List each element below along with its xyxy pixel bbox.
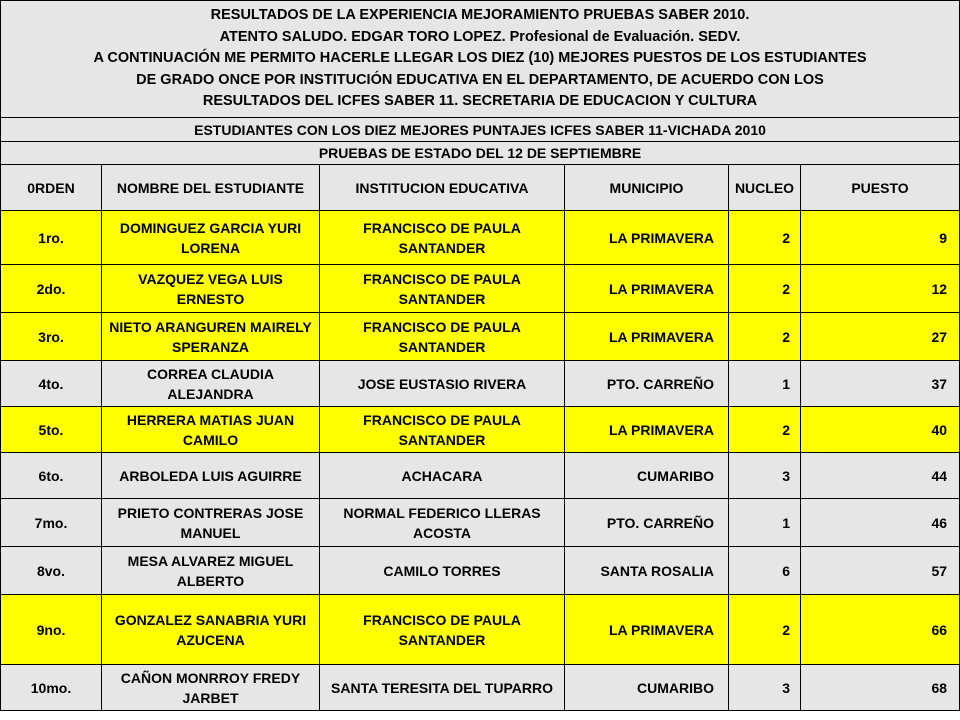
cell-institucion: FRANCISCO DE PAULA SANTANDER (320, 313, 565, 361)
table-row (1, 665, 960, 711)
cell-orden: 7mo. (1, 499, 102, 547)
results-rows (1, 211, 960, 711)
cell-institucion: FRANCISCO DE PAULA SANTANDER (320, 595, 565, 665)
cell-nucleo: 2 (729, 211, 801, 265)
cell-puesto: 27 (801, 313, 960, 361)
cell-nombre: VAZQUEZ VEGA LUIS ERNESTO (102, 265, 320, 313)
header-line-3: A CONTINUACIÓN ME PERMITO HACERLE LLEGAR LOS DIEZ (10) MEJORES PUESTOS DE LOS ESTUDIANTES (93, 50, 867, 67)
cell-municipio: LA PRIMAVERA (565, 313, 729, 361)
cell-nucleo: 2 (729, 265, 801, 313)
cell-nucleo: 6 (729, 547, 801, 595)
cell-institucion: JOSE EUSTASIO RIVERA (320, 361, 565, 407)
cell-nombre: GONZALEZ SANABRIA YURI AZUCENA (102, 595, 320, 665)
cell-institucion: FRANCISCO DE PAULA SANTANDER (320, 407, 565, 453)
cell-puesto: 44 (801, 453, 960, 499)
cell-puesto: 37 (801, 361, 960, 407)
cell-puesto: 40 (801, 407, 960, 453)
header-greeting: ATENTO SALUDO. EDGAR TORO LOPEZ. (219, 28, 510, 45)
cell-orden: 4to. (1, 361, 102, 407)
cell-orden: 5to. (1, 407, 102, 453)
cell-puesto: 57 (801, 547, 960, 595)
col-header-orden: 0RDEN (1, 165, 102, 211)
cell-puesto: 66 (801, 595, 960, 665)
cell-orden: 3ro. (1, 313, 102, 361)
cell-orden: 10mo. (1, 665, 102, 711)
cell-nucleo: 2 (729, 313, 801, 361)
cell-nombre: CAÑON MONRROY FREDY JARBET (102, 665, 320, 711)
intro-header (1, 1, 960, 118)
table-row (1, 499, 960, 547)
cell-nombre: DOMINGUEZ GARCIA YURI LORENA (102, 211, 320, 265)
cell-orden: 1ro. (1, 211, 102, 265)
cell-institucion: NORMAL FEDERICO LLERAS ACOSTA (320, 499, 565, 547)
cell-municipio: LA PRIMAVERA (565, 595, 729, 665)
cell-nombre: ARBOLEDA LUIS AGUIRRE (102, 453, 320, 499)
cell-orden: 8vo. (1, 547, 102, 595)
cell-nombre: CORREA CLAUDIA ALEJANDRA (102, 361, 320, 407)
cell-nombre: HERRERA MATIAS JUAN CAMILO (102, 407, 320, 453)
header-signer-role: Profesional de Evaluación. SEDV. (509, 28, 741, 45)
cell-municipio: LA PRIMAVERA (565, 265, 729, 313)
table-row (1, 595, 960, 665)
cell-nucleo: 2 (729, 407, 801, 453)
cell-puesto: 9 (801, 211, 960, 265)
cell-institucion: SANTA TERESITA DEL TUPARRO (320, 665, 565, 711)
table-row (1, 453, 960, 499)
column-header-row (1, 165, 960, 211)
cell-institucion: FRANCISCO DE PAULA SANTANDER (320, 211, 565, 265)
cell-municipio: LA PRIMAVERA (565, 211, 729, 265)
cell-orden: 6to. (1, 453, 102, 499)
table-row (1, 265, 960, 313)
table-row (1, 313, 960, 361)
table-row (1, 361, 960, 407)
table-row (1, 407, 960, 453)
table-row (1, 211, 960, 265)
table-subtitle: PRUEBAS DE ESTADO DEL 12 DE SEPTIEMBRE (1, 142, 960, 165)
cell-nombre: PRIETO CONTRERAS JOSE MANUEL (102, 499, 320, 547)
header-line-5: RESULTADOS DEL ICFES SABER 11. SECRETARIA DE EDUCACION Y CULTURA (202, 93, 758, 110)
header-line-4: DE GRADO ONCE POR INSTITUCIÓN EDUCATIVA EN EL DEPARTAMENTO, DE ACUERDO CON LOS (136, 71, 824, 88)
table-row (1, 547, 960, 595)
col-header-municipio: MUNICIPIO (565, 165, 729, 211)
table-title: ESTUDIANTES CON LOS DIEZ MEJORES PUNTAJES ICFES SABER 11-VICHADA 2010 (1, 118, 960, 142)
cell-municipio: LA PRIMAVERA (565, 407, 729, 453)
col-header-institucion: INSTITUCION EDUCATIVA (320, 165, 565, 211)
cell-puesto: 68 (801, 665, 960, 711)
cell-institucion: CAMILO TORRES (320, 547, 565, 595)
cell-municipio: CUMARIBO (565, 453, 729, 499)
cell-nucleo: 1 (729, 499, 801, 547)
cell-municipio: PTO. CARREÑO (565, 499, 729, 547)
col-header-nucleo: NUCLEO (729, 165, 801, 211)
header-line-1: RESULTADOS DE LA EXPERIENCIA MEJORAMIENTO PRUEBAS SABER 2010. (210, 7, 750, 24)
cell-puesto: 46 (801, 499, 960, 547)
cell-nucleo: 2 (729, 595, 801, 665)
cell-institucion: FRANCISCO DE PAULA SANTANDER (320, 265, 565, 313)
cell-puesto: 12 (801, 265, 960, 313)
cell-orden: 9no. (1, 595, 102, 665)
col-header-puesto: PUESTO (801, 165, 960, 211)
col-header-nombre: NOMBRE DEL ESTUDIANTE (102, 165, 320, 211)
cell-orden: 2do. (1, 265, 102, 313)
header-line-2 (3, 27, 957, 49)
cell-municipio: PTO. CARREÑO (565, 361, 729, 407)
cell-institucion: ACHACARA (320, 453, 565, 499)
cell-nombre: MESA ALVAREZ MIGUEL ALBERTO (102, 547, 320, 595)
cell-nucleo: 3 (729, 665, 801, 711)
cell-municipio: CUMARIBO (565, 665, 729, 711)
cell-municipio: SANTA ROSALIA (565, 547, 729, 595)
cell-nombre: NIETO ARANGUREN MAIRELY SPERANZA (102, 313, 320, 361)
cell-nucleo: 1 (729, 361, 801, 407)
cell-nucleo: 3 (729, 453, 801, 499)
